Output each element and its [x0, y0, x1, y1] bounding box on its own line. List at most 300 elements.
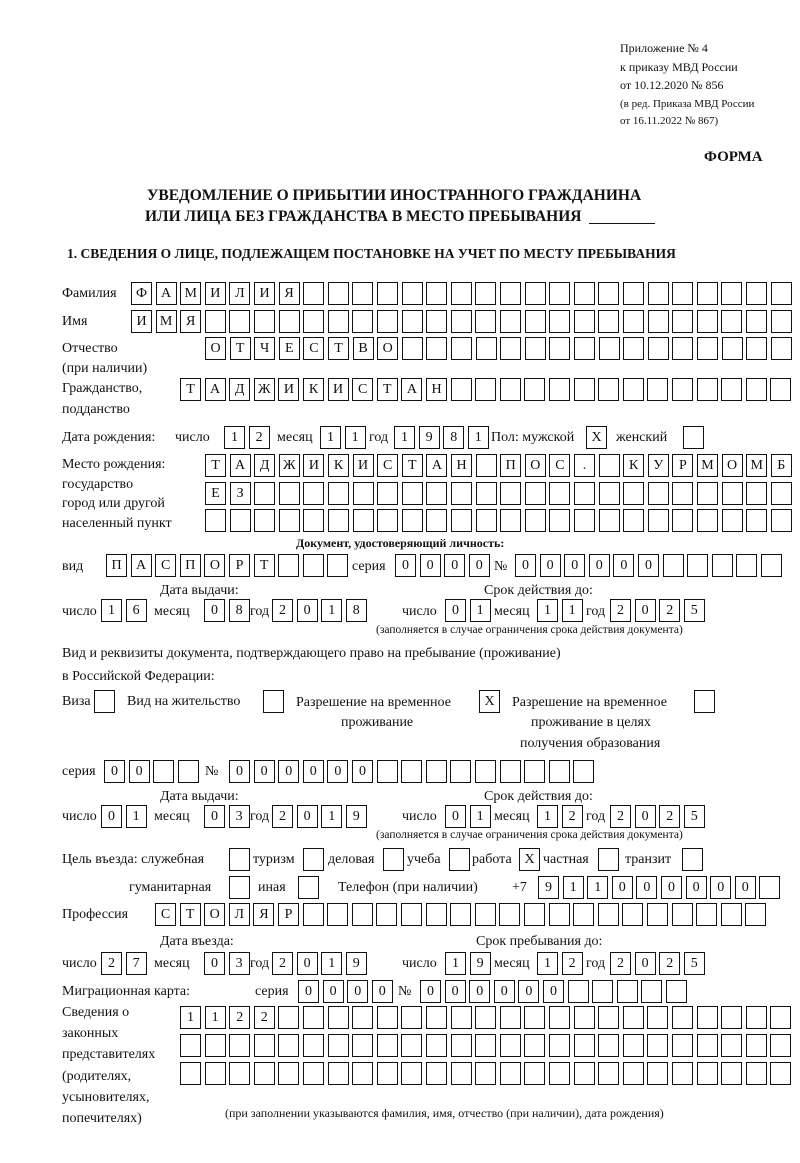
char-cell[interactable] [500, 760, 521, 783]
char-cell[interactable]: Т [205, 454, 226, 477]
char-cell[interactable]: Т [402, 454, 423, 477]
char-cell[interactable] [623, 1062, 644, 1085]
char-cell[interactable] [568, 980, 589, 1003]
char-cell[interactable]: Н [451, 454, 472, 477]
char-cell[interactable] [722, 509, 743, 532]
char-cell[interactable]: Д [229, 378, 250, 401]
char-cell[interactable]: 2 [610, 952, 631, 975]
char-cell[interactable] [663, 554, 684, 577]
char-cell[interactable] [524, 1006, 545, 1029]
char-cell[interactable]: Л [229, 282, 250, 305]
char-cell[interactable] [205, 1062, 226, 1085]
char-cell[interactable] [500, 482, 521, 505]
char-cell[interactable] [451, 310, 472, 333]
char-cell[interactable] [328, 1006, 349, 1029]
char-cell[interactable] [303, 282, 324, 305]
char-cell[interactable]: 0 [129, 760, 150, 783]
checkbox-cell[interactable] [383, 848, 404, 871]
char-cell[interactable]: 2 [610, 599, 631, 622]
char-cell[interactable]: 0 [515, 554, 536, 577]
char-cell[interactable]: А [156, 282, 177, 305]
char-cell[interactable] [672, 509, 693, 532]
char-cell[interactable]: О [204, 554, 225, 577]
char-cell[interactable] [599, 337, 620, 360]
char-cell[interactable] [647, 1006, 668, 1029]
char-cell[interactable] [574, 1006, 595, 1029]
checkbox-cell[interactable] [449, 848, 470, 871]
checkbox-cell[interactable] [263, 690, 284, 713]
checkbox-cell[interactable] [94, 690, 115, 713]
char-cell[interactable]: 2 [659, 599, 680, 622]
char-cell[interactable] [759, 876, 780, 899]
char-cell[interactable] [574, 482, 595, 505]
char-cell[interactable] [687, 554, 708, 577]
char-cell[interactable] [623, 1006, 644, 1029]
char-cell[interactable]: 0 [661, 876, 682, 899]
char-cell[interactable]: И [328, 378, 349, 401]
char-cell[interactable] [549, 1062, 570, 1085]
char-cell[interactable] [303, 482, 324, 505]
char-cell[interactable] [623, 310, 644, 333]
char-cell[interactable] [377, 1006, 398, 1029]
char-cell[interactable]: П [180, 554, 201, 577]
char-cell[interactable] [402, 482, 423, 505]
char-cell[interactable] [377, 1034, 398, 1057]
char-cell[interactable]: 2 [272, 952, 293, 975]
char-cell[interactable] [574, 1062, 595, 1085]
char-cell[interactable] [771, 482, 792, 505]
char-cell[interactable]: 0 [564, 554, 585, 577]
char-cell[interactable] [279, 310, 300, 333]
char-cell[interactable]: Р [672, 454, 693, 477]
checkbox-cell[interactable] [694, 690, 715, 713]
char-cell[interactable] [377, 482, 398, 505]
char-cell[interactable] [598, 903, 619, 926]
char-cell[interactable] [328, 509, 349, 532]
char-cell[interactable]: 2 [562, 805, 583, 828]
char-cell[interactable]: 6 [126, 599, 147, 622]
char-cell[interactable] [647, 378, 668, 401]
char-cell[interactable]: 0 [589, 554, 610, 577]
char-cell[interactable] [697, 310, 718, 333]
char-cell[interactable] [746, 310, 767, 333]
char-cell[interactable]: 0 [445, 805, 466, 828]
char-cell[interactable]: 0 [204, 952, 225, 975]
char-cell[interactable]: 2 [249, 426, 270, 449]
char-cell[interactable] [475, 1006, 496, 1029]
char-cell[interactable]: 1 [537, 952, 558, 975]
char-cell[interactable]: 8 [443, 426, 464, 449]
char-cell[interactable]: Я [279, 282, 300, 305]
char-cell[interactable] [746, 282, 767, 305]
char-cell[interactable] [574, 282, 595, 305]
checkbox-cell[interactable]: X [586, 426, 607, 449]
char-cell[interactable] [254, 482, 275, 505]
char-cell[interactable] [254, 1034, 275, 1057]
char-cell[interactable]: Б [771, 454, 792, 477]
char-cell[interactable] [500, 1006, 521, 1029]
char-cell[interactable]: 1 [321, 952, 342, 975]
char-cell[interactable] [722, 337, 743, 360]
char-cell[interactable]: 0 [636, 876, 657, 899]
char-cell[interactable] [574, 378, 595, 401]
char-cell[interactable]: В [353, 337, 374, 360]
char-cell[interactable] [549, 760, 570, 783]
char-cell[interactable]: Т [328, 337, 349, 360]
char-cell[interactable]: 8 [229, 599, 250, 622]
char-cell[interactable]: 0 [204, 599, 225, 622]
char-cell[interactable]: 0 [635, 805, 656, 828]
char-cell[interactable] [402, 509, 423, 532]
char-cell[interactable] [254, 1062, 275, 1085]
char-cell[interactable] [746, 1062, 767, 1085]
char-cell[interactable] [574, 310, 595, 333]
char-cell[interactable] [623, 378, 644, 401]
char-cell[interactable]: П [106, 554, 127, 577]
char-cell[interactable]: 0 [297, 805, 318, 828]
char-cell[interactable] [500, 282, 521, 305]
char-cell[interactable] [672, 903, 693, 926]
checkbox-cell[interactable] [229, 876, 250, 899]
char-cell[interactable] [623, 337, 644, 360]
char-cell[interactable] [475, 282, 496, 305]
char-cell[interactable]: С [303, 337, 324, 360]
checkbox-cell[interactable] [682, 848, 703, 871]
char-cell[interactable]: 0 [303, 760, 324, 783]
char-cell[interactable] [721, 282, 742, 305]
char-cell[interactable] [153, 760, 174, 783]
char-cell[interactable]: 0 [469, 554, 490, 577]
char-cell[interactable]: О [204, 903, 225, 926]
char-cell[interactable] [648, 337, 669, 360]
char-cell[interactable] [500, 1034, 521, 1057]
char-cell[interactable]: С [377, 454, 398, 477]
char-cell[interactable]: 0 [297, 952, 318, 975]
char-cell[interactable] [697, 282, 718, 305]
char-cell[interactable] [647, 1062, 668, 1085]
char-cell[interactable] [623, 482, 644, 505]
char-cell[interactable] [476, 454, 497, 477]
char-cell[interactable] [525, 310, 546, 333]
char-cell[interactable] [500, 509, 521, 532]
char-cell[interactable]: С [155, 554, 176, 577]
char-cell[interactable] [352, 1006, 373, 1029]
char-cell[interactable]: 0 [686, 876, 707, 899]
char-cell[interactable] [525, 482, 546, 505]
char-cell[interactable]: И [254, 282, 275, 305]
char-cell[interactable]: 0 [444, 554, 465, 577]
char-cell[interactable] [524, 1034, 545, 1057]
char-cell[interactable]: 2 [562, 952, 583, 975]
char-cell[interactable]: 0 [518, 980, 539, 1003]
char-cell[interactable]: К [328, 454, 349, 477]
checkbox-cell[interactable] [598, 848, 619, 871]
char-cell[interactable] [352, 310, 373, 333]
char-cell[interactable] [476, 337, 497, 360]
char-cell[interactable] [598, 1062, 619, 1085]
char-cell[interactable] [524, 1062, 545, 1085]
char-cell[interactable] [451, 337, 472, 360]
char-cell[interactable] [254, 509, 275, 532]
char-cell[interactable]: 1 [470, 599, 491, 622]
char-cell[interactable] [451, 482, 472, 505]
char-cell[interactable]: 0 [104, 760, 125, 783]
char-cell[interactable] [771, 337, 792, 360]
char-cell[interactable] [328, 1034, 349, 1057]
char-cell[interactable] [524, 903, 545, 926]
char-cell[interactable]: Я [180, 310, 201, 333]
char-cell[interactable]: 0 [229, 760, 250, 783]
char-cell[interactable] [303, 1062, 324, 1085]
char-cell[interactable]: П [500, 454, 521, 477]
char-cell[interactable]: 1 [537, 599, 558, 622]
char-cell[interactable] [623, 282, 644, 305]
char-cell[interactable] [500, 1062, 521, 1085]
char-cell[interactable]: О [377, 337, 398, 360]
char-cell[interactable] [598, 1034, 619, 1057]
char-cell[interactable] [303, 1006, 324, 1029]
char-cell[interactable]: 2 [254, 1006, 275, 1029]
char-cell[interactable] [721, 310, 742, 333]
checkbox-cell[interactable]: X [519, 848, 540, 871]
char-cell[interactable] [771, 282, 792, 305]
char-cell[interactable] [377, 310, 398, 333]
char-cell[interactable] [598, 310, 619, 333]
char-cell[interactable] [426, 1034, 447, 1057]
char-cell[interactable]: 0 [420, 554, 441, 577]
char-cell[interactable] [205, 1034, 226, 1057]
char-cell[interactable] [574, 337, 595, 360]
char-cell[interactable] [279, 509, 300, 532]
char-cell[interactable]: И [278, 378, 299, 401]
char-cell[interactable]: 1 [321, 599, 342, 622]
char-cell[interactable] [641, 980, 662, 1003]
char-cell[interactable] [426, 509, 447, 532]
char-cell[interactable] [328, 310, 349, 333]
char-cell[interactable] [278, 1062, 299, 1085]
char-cell[interactable] [648, 310, 669, 333]
char-cell[interactable]: Т [377, 378, 398, 401]
char-cell[interactable] [401, 903, 422, 926]
char-cell[interactable] [549, 282, 570, 305]
char-cell[interactable] [327, 554, 348, 577]
char-cell[interactable] [499, 903, 520, 926]
char-cell[interactable]: 8 [346, 599, 367, 622]
char-cell[interactable] [599, 509, 620, 532]
char-cell[interactable] [697, 1062, 718, 1085]
char-cell[interactable] [573, 760, 594, 783]
char-cell[interactable] [549, 1006, 570, 1029]
checkbox-cell[interactable]: X [479, 690, 500, 713]
char-cell[interactable]: О [722, 454, 743, 477]
char-cell[interactable]: 5 [684, 805, 705, 828]
char-cell[interactable] [426, 337, 447, 360]
char-cell[interactable]: 1 [345, 426, 366, 449]
char-cell[interactable] [500, 310, 521, 333]
char-cell[interactable] [770, 378, 791, 401]
char-cell[interactable] [599, 482, 620, 505]
char-cell[interactable]: Ф [131, 282, 152, 305]
char-cell[interactable] [525, 509, 546, 532]
char-cell[interactable] [623, 509, 644, 532]
char-cell[interactable]: М [156, 310, 177, 333]
char-cell[interactable] [278, 1006, 299, 1029]
char-cell[interactable]: 0 [101, 805, 122, 828]
char-cell[interactable] [353, 482, 374, 505]
char-cell[interactable]: И [353, 454, 374, 477]
char-cell[interactable]: 1 [126, 805, 147, 828]
char-cell[interactable] [525, 282, 546, 305]
checkbox-cell[interactable] [303, 848, 324, 871]
char-cell[interactable] [426, 482, 447, 505]
char-cell[interactable] [746, 378, 767, 401]
char-cell[interactable]: 1 [394, 426, 415, 449]
char-cell[interactable]: Р [278, 903, 299, 926]
char-cell[interactable]: И [303, 454, 324, 477]
char-cell[interactable] [746, 509, 767, 532]
char-cell[interactable]: . [574, 454, 595, 477]
char-cell[interactable]: С [549, 454, 570, 477]
checkbox-cell[interactable] [683, 426, 704, 449]
char-cell[interactable]: 0 [352, 760, 373, 783]
char-cell[interactable] [549, 509, 570, 532]
char-cell[interactable] [598, 1006, 619, 1029]
char-cell[interactable]: М [746, 454, 767, 477]
char-cell[interactable]: 2 [272, 599, 293, 622]
char-cell[interactable] [451, 282, 472, 305]
char-cell[interactable]: 0 [298, 980, 319, 1003]
char-cell[interactable] [303, 509, 324, 532]
char-cell[interactable] [352, 282, 373, 305]
char-cell[interactable]: 1 [101, 599, 122, 622]
char-cell[interactable] [549, 903, 570, 926]
char-cell[interactable] [549, 1034, 570, 1057]
char-cell[interactable] [328, 482, 349, 505]
char-cell[interactable] [771, 509, 792, 532]
char-cell[interactable]: 0 [543, 980, 564, 1003]
char-cell[interactable] [500, 378, 521, 401]
char-cell[interactable] [672, 310, 693, 333]
char-cell[interactable]: Д [254, 454, 275, 477]
char-cell[interactable] [475, 903, 496, 926]
char-cell[interactable]: 0 [445, 980, 466, 1003]
char-cell[interactable] [697, 1034, 718, 1057]
char-cell[interactable] [745, 903, 766, 926]
char-cell[interactable]: Т [254, 554, 275, 577]
char-cell[interactable] [666, 980, 687, 1003]
char-cell[interactable] [549, 482, 570, 505]
char-cell[interactable] [402, 337, 423, 360]
char-cell[interactable]: 0 [395, 554, 416, 577]
char-cell[interactable] [451, 1006, 472, 1029]
char-cell[interactable] [475, 760, 496, 783]
char-cell[interactable] [648, 509, 669, 532]
char-cell[interactable] [279, 482, 300, 505]
char-cell[interactable] [623, 1034, 644, 1057]
char-cell[interactable]: И [205, 282, 226, 305]
char-cell[interactable]: 2 [659, 952, 680, 975]
char-cell[interactable]: М [180, 282, 201, 305]
char-cell[interactable]: Ж [279, 454, 300, 477]
char-cell[interactable]: 1 [205, 1006, 226, 1029]
char-cell[interactable]: Т [180, 378, 201, 401]
char-cell[interactable]: 0 [278, 760, 299, 783]
char-cell[interactable] [426, 1006, 447, 1029]
char-cell[interactable] [592, 980, 613, 1003]
char-cell[interactable] [475, 1034, 496, 1057]
char-cell[interactable] [696, 903, 717, 926]
char-cell[interactable] [402, 282, 423, 305]
char-cell[interactable] [426, 760, 447, 783]
char-cell[interactable]: 1 [563, 876, 584, 899]
char-cell[interactable] [303, 310, 324, 333]
char-cell[interactable]: У [648, 454, 669, 477]
char-cell[interactable] [377, 282, 398, 305]
char-cell[interactable]: 1 [445, 952, 466, 975]
char-cell[interactable] [352, 1062, 373, 1085]
char-cell[interactable] [672, 1062, 693, 1085]
char-cell[interactable]: 0 [445, 599, 466, 622]
char-cell[interactable] [278, 554, 299, 577]
char-cell[interactable]: А [131, 554, 152, 577]
char-cell[interactable] [352, 903, 373, 926]
char-cell[interactable] [254, 310, 275, 333]
char-cell[interactable] [328, 282, 349, 305]
char-cell[interactable] [451, 1062, 472, 1085]
char-cell[interactable] [451, 1034, 472, 1057]
char-cell[interactable]: 0 [540, 554, 561, 577]
char-cell[interactable] [721, 378, 742, 401]
char-cell[interactable]: 1 [587, 876, 608, 899]
char-cell[interactable] [549, 378, 570, 401]
char-cell[interactable]: Я [253, 903, 274, 926]
char-cell[interactable]: 1 [562, 599, 583, 622]
char-cell[interactable] [303, 1034, 324, 1057]
char-cell[interactable]: С [155, 903, 176, 926]
char-cell[interactable] [721, 1006, 742, 1029]
char-cell[interactable] [746, 482, 767, 505]
char-cell[interactable] [278, 1034, 299, 1057]
char-cell[interactable] [426, 903, 447, 926]
char-cell[interactable]: М [697, 454, 718, 477]
char-cell[interactable] [722, 482, 743, 505]
char-cell[interactable] [672, 378, 693, 401]
char-cell[interactable] [697, 337, 718, 360]
char-cell[interactable]: 0 [638, 554, 659, 577]
char-cell[interactable] [426, 282, 447, 305]
char-cell[interactable]: Т [230, 337, 251, 360]
char-cell[interactable] [721, 903, 742, 926]
char-cell[interactable] [770, 1034, 791, 1057]
char-cell[interactable] [402, 310, 423, 333]
char-cell[interactable] [712, 554, 733, 577]
char-cell[interactable]: Л [229, 903, 250, 926]
char-cell[interactable] [353, 509, 374, 532]
char-cell[interactable]: 0 [254, 760, 275, 783]
char-cell[interactable]: 2 [659, 805, 680, 828]
char-cell[interactable]: 1 [180, 1006, 201, 1029]
char-cell[interactable] [476, 482, 497, 505]
char-cell[interactable] [475, 310, 496, 333]
char-cell[interactable]: Т [180, 903, 201, 926]
char-cell[interactable] [549, 310, 570, 333]
char-cell[interactable]: С [352, 378, 373, 401]
char-cell[interactable] [525, 337, 546, 360]
char-cell[interactable]: Н [426, 378, 447, 401]
char-cell[interactable] [205, 509, 226, 532]
char-cell[interactable] [598, 282, 619, 305]
char-cell[interactable] [549, 337, 570, 360]
